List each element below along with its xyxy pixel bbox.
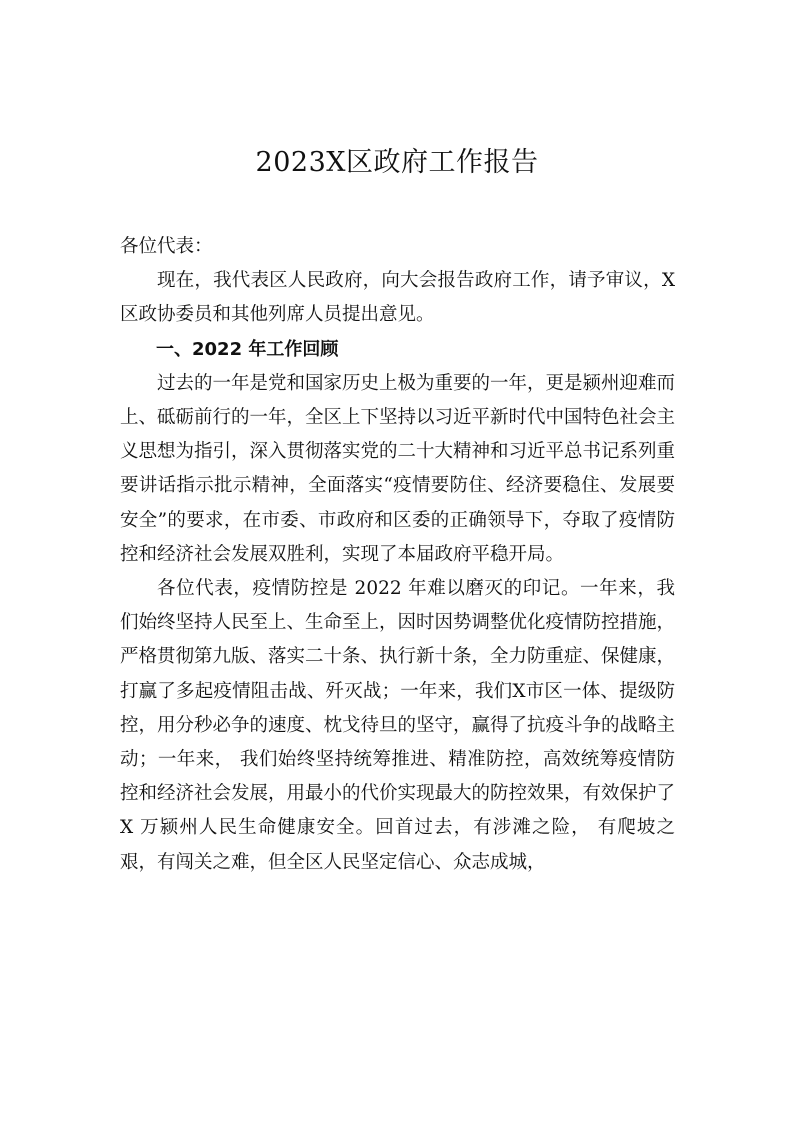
salutation: 各位代表： (120, 236, 213, 257)
body-paragraph: 过去的一年是党和国家历史上极为重要的一年，更是颍州迎难而上、砥砺前行的一年，全区上下坚持以习近平新时代中国特色社会主义思想为指引，深入贯彻落实党的二十大精神和习近平总书记系列重要讲话指示批示精神，全面落实“疫情要防住、经济要稳住、发展要安全”的要求，在市委、市政府和区委的正确领导下，夺取了疫情防控和经济社会发展双胜利，实现了本届政府平稳开局。 (120, 372, 676, 565)
intro-paragraph: 现在，我代表区人民政府，向大会报告政府工作，请予审议，X区政协委员和其他列席人员提出意见。 (120, 270, 675, 326)
body-paragraph: 各位代表，疫情防控是 2022 年难以磨灭的印记。一年来，我们始终坚持人民至上、生命至上，因时因势调整优化疫情防控措施，严格贯彻第九版、落实二十条、执行新十条，全力防重症、保健康，打赢了多起疫情阻击战、歼灭战；一年来，我们X市区一体、提级防控，用分秒必争的速度、枕戈待旦的坚守，赢得了抗疫斗争的战略主动；一年来， 我们始终坚持统筹推进、精准防控，高效统筹疫情防控和经济社会发展，用最小的代价实现最大的防控效果，有效保护了 X 万颍州人民生命健康安全。回首过去，有涉滩之险， 有爬坡之艰，有闯关之难，但全区人民坚定信心、众志成城， (120, 578, 676, 873)
document-title: 2023X区政府工作报告 (255, 147, 539, 178)
section-heading: 一、2022 年工作回顾 (156, 338, 339, 360)
document-body (120, 230, 675, 880)
